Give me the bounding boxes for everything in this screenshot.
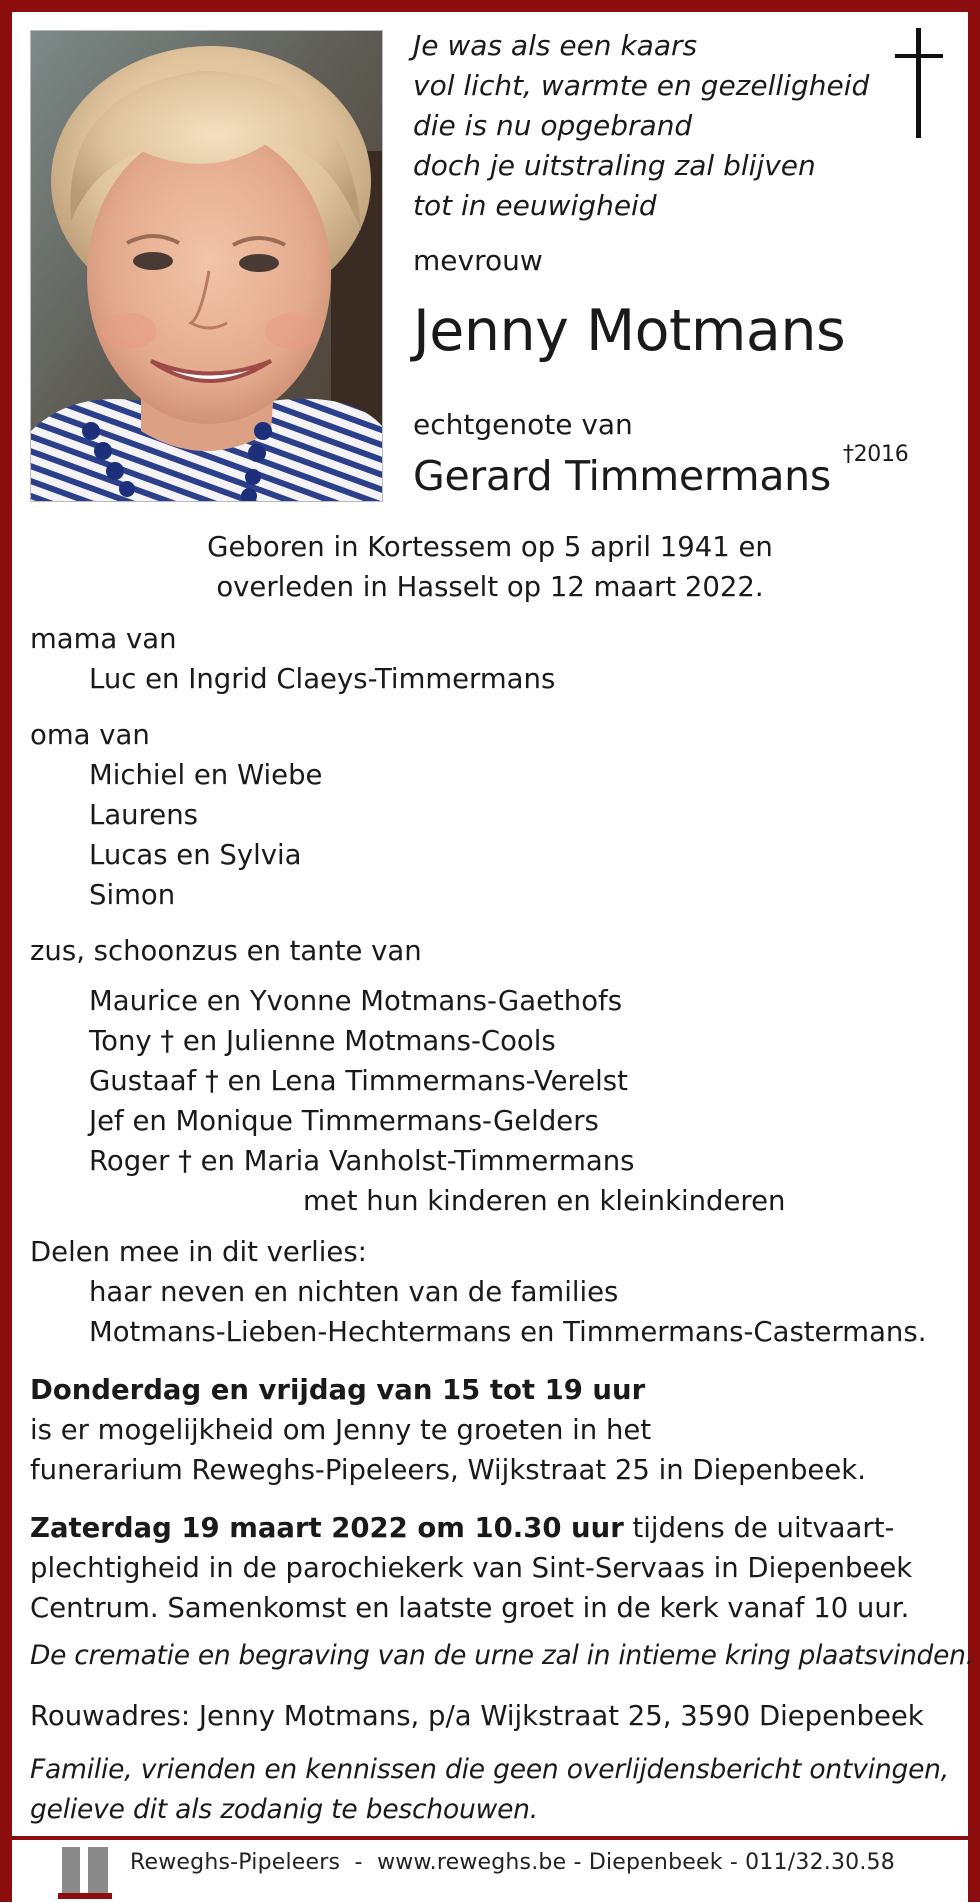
zus-label: zus, schoonzus en tante van bbox=[30, 935, 422, 967]
list-item: haar neven en nichten van de families bbox=[89, 1276, 619, 1308]
portrait-photo bbox=[30, 30, 383, 502]
footer-rule bbox=[12, 1836, 968, 1840]
list-item: Laurens bbox=[89, 799, 198, 831]
family-section bbox=[30, 619, 555, 699]
list-item: Jef en Monique Timmermans-Gelders bbox=[89, 1105, 599, 1137]
list-item: Roger † en Maria Vanholst-Timmermans bbox=[89, 1145, 635, 1177]
zus-section bbox=[30, 981, 786, 1221]
list-item: Luc en Ingrid Claeys-Timmermans bbox=[89, 663, 556, 695]
visitation-info bbox=[30, 1370, 866, 1490]
list-item: Tony † en Julienne Motmans-Cools bbox=[89, 1025, 556, 1057]
spouse-death-year: †2016 bbox=[842, 442, 909, 467]
notice-line: Familie, vrienden en kennissen die geen overlijdensbericht ontvingen, bbox=[30, 1754, 949, 1785]
visitation-time: Donderdag en vrijdag van 15 tot 19 uur bbox=[30, 1374, 646, 1406]
deceased-name: Jenny Motmans bbox=[413, 298, 846, 364]
ceremony-line: Centrum. Samenkomst en laatste groet in de kerk vanaf 10 uur. bbox=[30, 1592, 910, 1624]
birth-death-info bbox=[30, 527, 950, 607]
cremation-note: De crematie en begraving van de urne zal in intieme kring plaatsvinden. bbox=[30, 1640, 974, 1671]
poem-line: vol licht, warmte en gezelligheid bbox=[413, 69, 870, 102]
spouse-name: Gerard Timmermans bbox=[413, 452, 831, 500]
oma-section bbox=[30, 715, 322, 915]
poem bbox=[413, 26, 869, 226]
list-item: Michiel en Wiebe bbox=[89, 759, 323, 791]
notice-line: gelieve dit als zodanig te beschouwen. bbox=[30, 1794, 538, 1825]
poem-line: die is nu opgebrand bbox=[413, 109, 693, 142]
poem-line: doch je uitstraling zal blijven bbox=[413, 149, 816, 182]
delen-label: Delen mee in dit verlies: bbox=[30, 1236, 367, 1268]
funeral-home-logo-icon bbox=[58, 1843, 112, 1899]
spouse-name-line bbox=[413, 442, 909, 500]
list-item: Motmans-Lieben-Hechtermans en Timmermans-Castermans. bbox=[89, 1316, 927, 1348]
ceremony-first-rest: tijdens de uitvaart- bbox=[623, 1512, 895, 1544]
notice bbox=[30, 1750, 949, 1830]
oma-label: oma van bbox=[30, 719, 150, 751]
visitation-line: funerarium Reweghs-Pipeleers, Wijkstraat 25 in Diepenbeek. bbox=[30, 1454, 866, 1486]
latin-cross-icon bbox=[895, 28, 943, 138]
spouse-label: echtgenote van bbox=[413, 408, 633, 441]
birth-line: Geboren in Kortessem op 5 april 1941 en bbox=[207, 531, 773, 563]
death-line: overleden in Hasselt op 12 maart 2022. bbox=[216, 571, 764, 603]
poem-line: Je was als een kaars bbox=[413, 29, 698, 62]
deceased-title: mevrouw bbox=[413, 244, 543, 277]
ceremony-line: plechtigheid in de parochiekerk van Sint-Servaas in Diepenbeek bbox=[30, 1552, 913, 1584]
ceremony-info bbox=[30, 1508, 912, 1628]
ceremony-first-line bbox=[30, 1508, 912, 1548]
delen-section bbox=[30, 1232, 926, 1352]
poem-line: tot in eeuwigheid bbox=[413, 189, 657, 222]
list-item: Lucas en Sylvia bbox=[89, 839, 302, 871]
footer-contact: Reweghs-Pipeleers - www.reweghs.be - Diepenbeek - 011/32.30.58 bbox=[130, 1850, 895, 1875]
list-item: Simon bbox=[89, 879, 176, 911]
mama-label: mama van bbox=[30, 623, 177, 655]
visitation-line: is er mogelijkheid om Jenny te groeten in het bbox=[30, 1414, 652, 1446]
list-item: Maurice en Yvonne Motmans-Gaethofs bbox=[89, 985, 623, 1017]
zus-suffix: met hun kinderen en kleinkinderen bbox=[303, 1185, 786, 1217]
ceremony-time: Zaterdag 19 maart 2022 om 10.30 uur bbox=[30, 1512, 624, 1544]
mourning-address: Rouwadres: Jenny Motmans, p/a Wijkstraat 25, 3590 Diepenbeek bbox=[30, 1700, 924, 1732]
list-item: Gustaaf † en Lena Timmermans-Verelst bbox=[89, 1065, 628, 1097]
